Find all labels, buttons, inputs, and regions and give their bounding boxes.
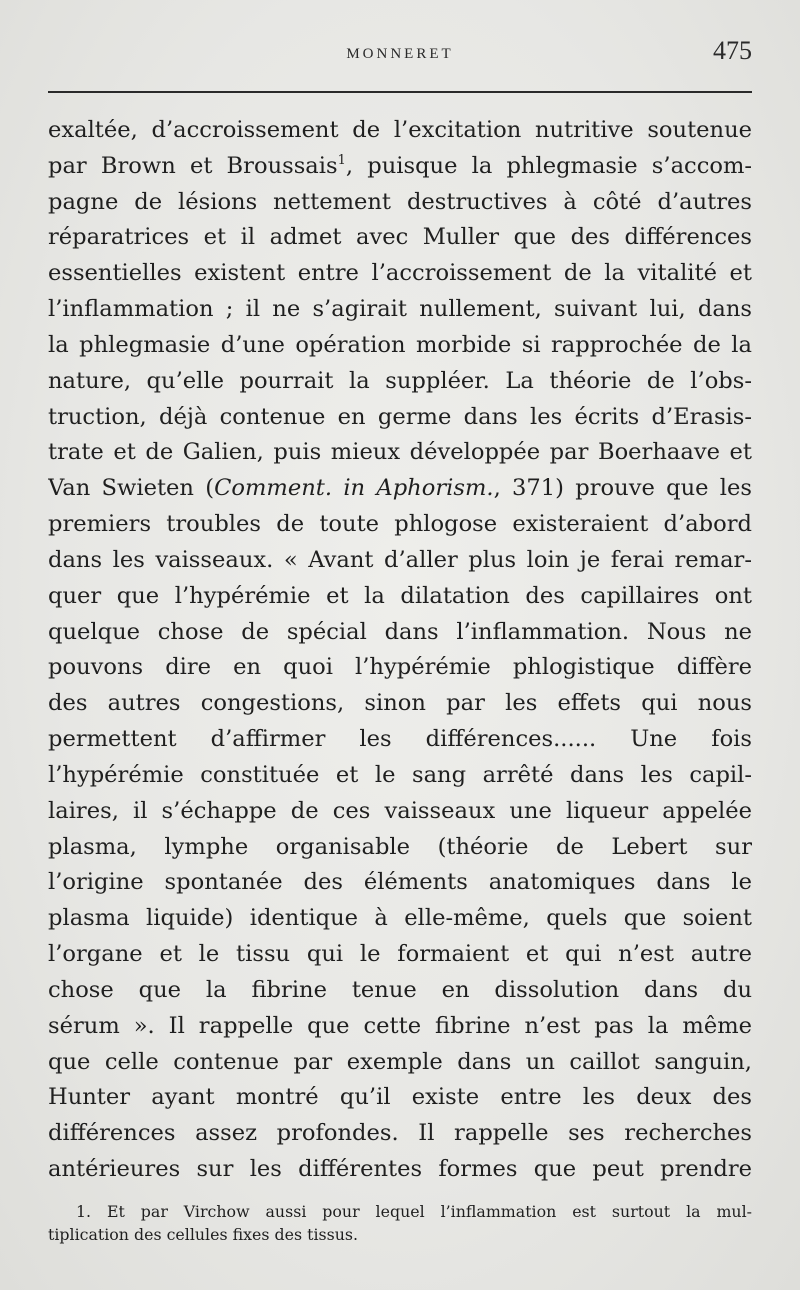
text-line: essentielles existent entre l’accroissement de la vitalité et: [48, 260, 752, 287]
body-text: [48, 113, 752, 1188]
text-line: que celle contenue par exemple dans un caillot sanguin,: [48, 1048, 752, 1075]
text-line: trate et de Galien, puis mieux développée par Boerhaave et: [48, 439, 752, 466]
text-line: Van Swieten (Comment. in Aphorism., 371) prouve que les: [48, 475, 752, 502]
text-line: quelque chose de spécial dans l’inflammation. Nous ne: [48, 618, 752, 645]
text-line: chose que la fibrine tenue en dissolution dans du: [48, 976, 752, 1003]
footnote: [48, 1200, 752, 1246]
text-line: des autres congestions, sinon par les effets qui nous: [48, 690, 752, 717]
text-line: réparatrices et il admet avec Muller que des différences: [48, 224, 752, 251]
text-line: plasma, lymphe organisable (théorie de Lebert sur: [48, 833, 752, 860]
text-line: l’hypérémie constituée et le sang arrêté dans les capil-: [48, 761, 752, 788]
text-line: plasma liquide) identique à elle-même, quels que soient: [48, 905, 752, 932]
header-rule: [48, 91, 752, 93]
text-line: pouvons dire en quoi l’hypérémie phlogistique diffère: [48, 654, 752, 681]
text-line: par Brown et Broussais$^1$, puisque la phlegmasie s’accom-: [48, 152, 752, 179]
text-line: dans les vaisseaux. « Avant d’aller plus loin je ferai remar-: [48, 546, 752, 573]
page-number: 475: [713, 36, 752, 65]
footnote-line: tiplication des cellules fixes des tissus.: [48, 1225, 359, 1244]
text-line: l’organe et le tissu qui le formaient et qui n’est autre: [48, 941, 752, 968]
text-line: nature, qu’elle pourrait la suppléer. La théorie de l’obs-: [48, 367, 752, 394]
page-header: [48, 36, 752, 72]
running-head: MONNERET: [346, 46, 454, 62]
text-line: différences assez profondes. Il rappelle ses recherches: [48, 1120, 752, 1147]
text-line: permettent d’affirmer les différences...... Une fois: [48, 726, 752, 753]
text-line: l’origine spontanée des éléments anatomiques dans le: [48, 869, 752, 896]
text-line: pagne de lésions nettement destructives à côté d’autres: [48, 188, 752, 215]
text-line: antérieures sur les différentes formes que peut prendre: [48, 1156, 752, 1183]
footnote-reference: 1: [337, 152, 346, 168]
text-line: quer que l’hypérémie et la dilatation des capillaires ont: [48, 582, 752, 609]
text-line: Hunter ayant montré qu’il existe entre les deux des: [48, 1084, 752, 1111]
text-line: truction, déjà contenue en germe dans les écrits d’Erasis-: [48, 403, 752, 430]
text-line: laires, il s’échappe de ces vaisseaux une liqueur appelée: [48, 797, 752, 824]
text-line: sérum ». Il rappelle que cette fibrine n’est pas la même: [48, 1012, 752, 1039]
italic-citation: Comment. in Aphorism.: [214, 475, 494, 502]
text-line: l’inflammation ; il ne s’agirait nullement, suivant lui, dans: [48, 296, 752, 323]
text-line: exaltée, d’accroissement de l’excitation nutritive soutenue: [48, 117, 752, 143]
footnote-line: 1. Et par Virchow aussi pour lequel l’inflammation est surtout la mul-: [76, 1202, 752, 1221]
text-line: la phlegmasie d’une opération morbide si rapprochée de la: [48, 331, 752, 358]
text-line: premiers troubles de toute phlogose existeraient d’abord: [48, 511, 752, 538]
